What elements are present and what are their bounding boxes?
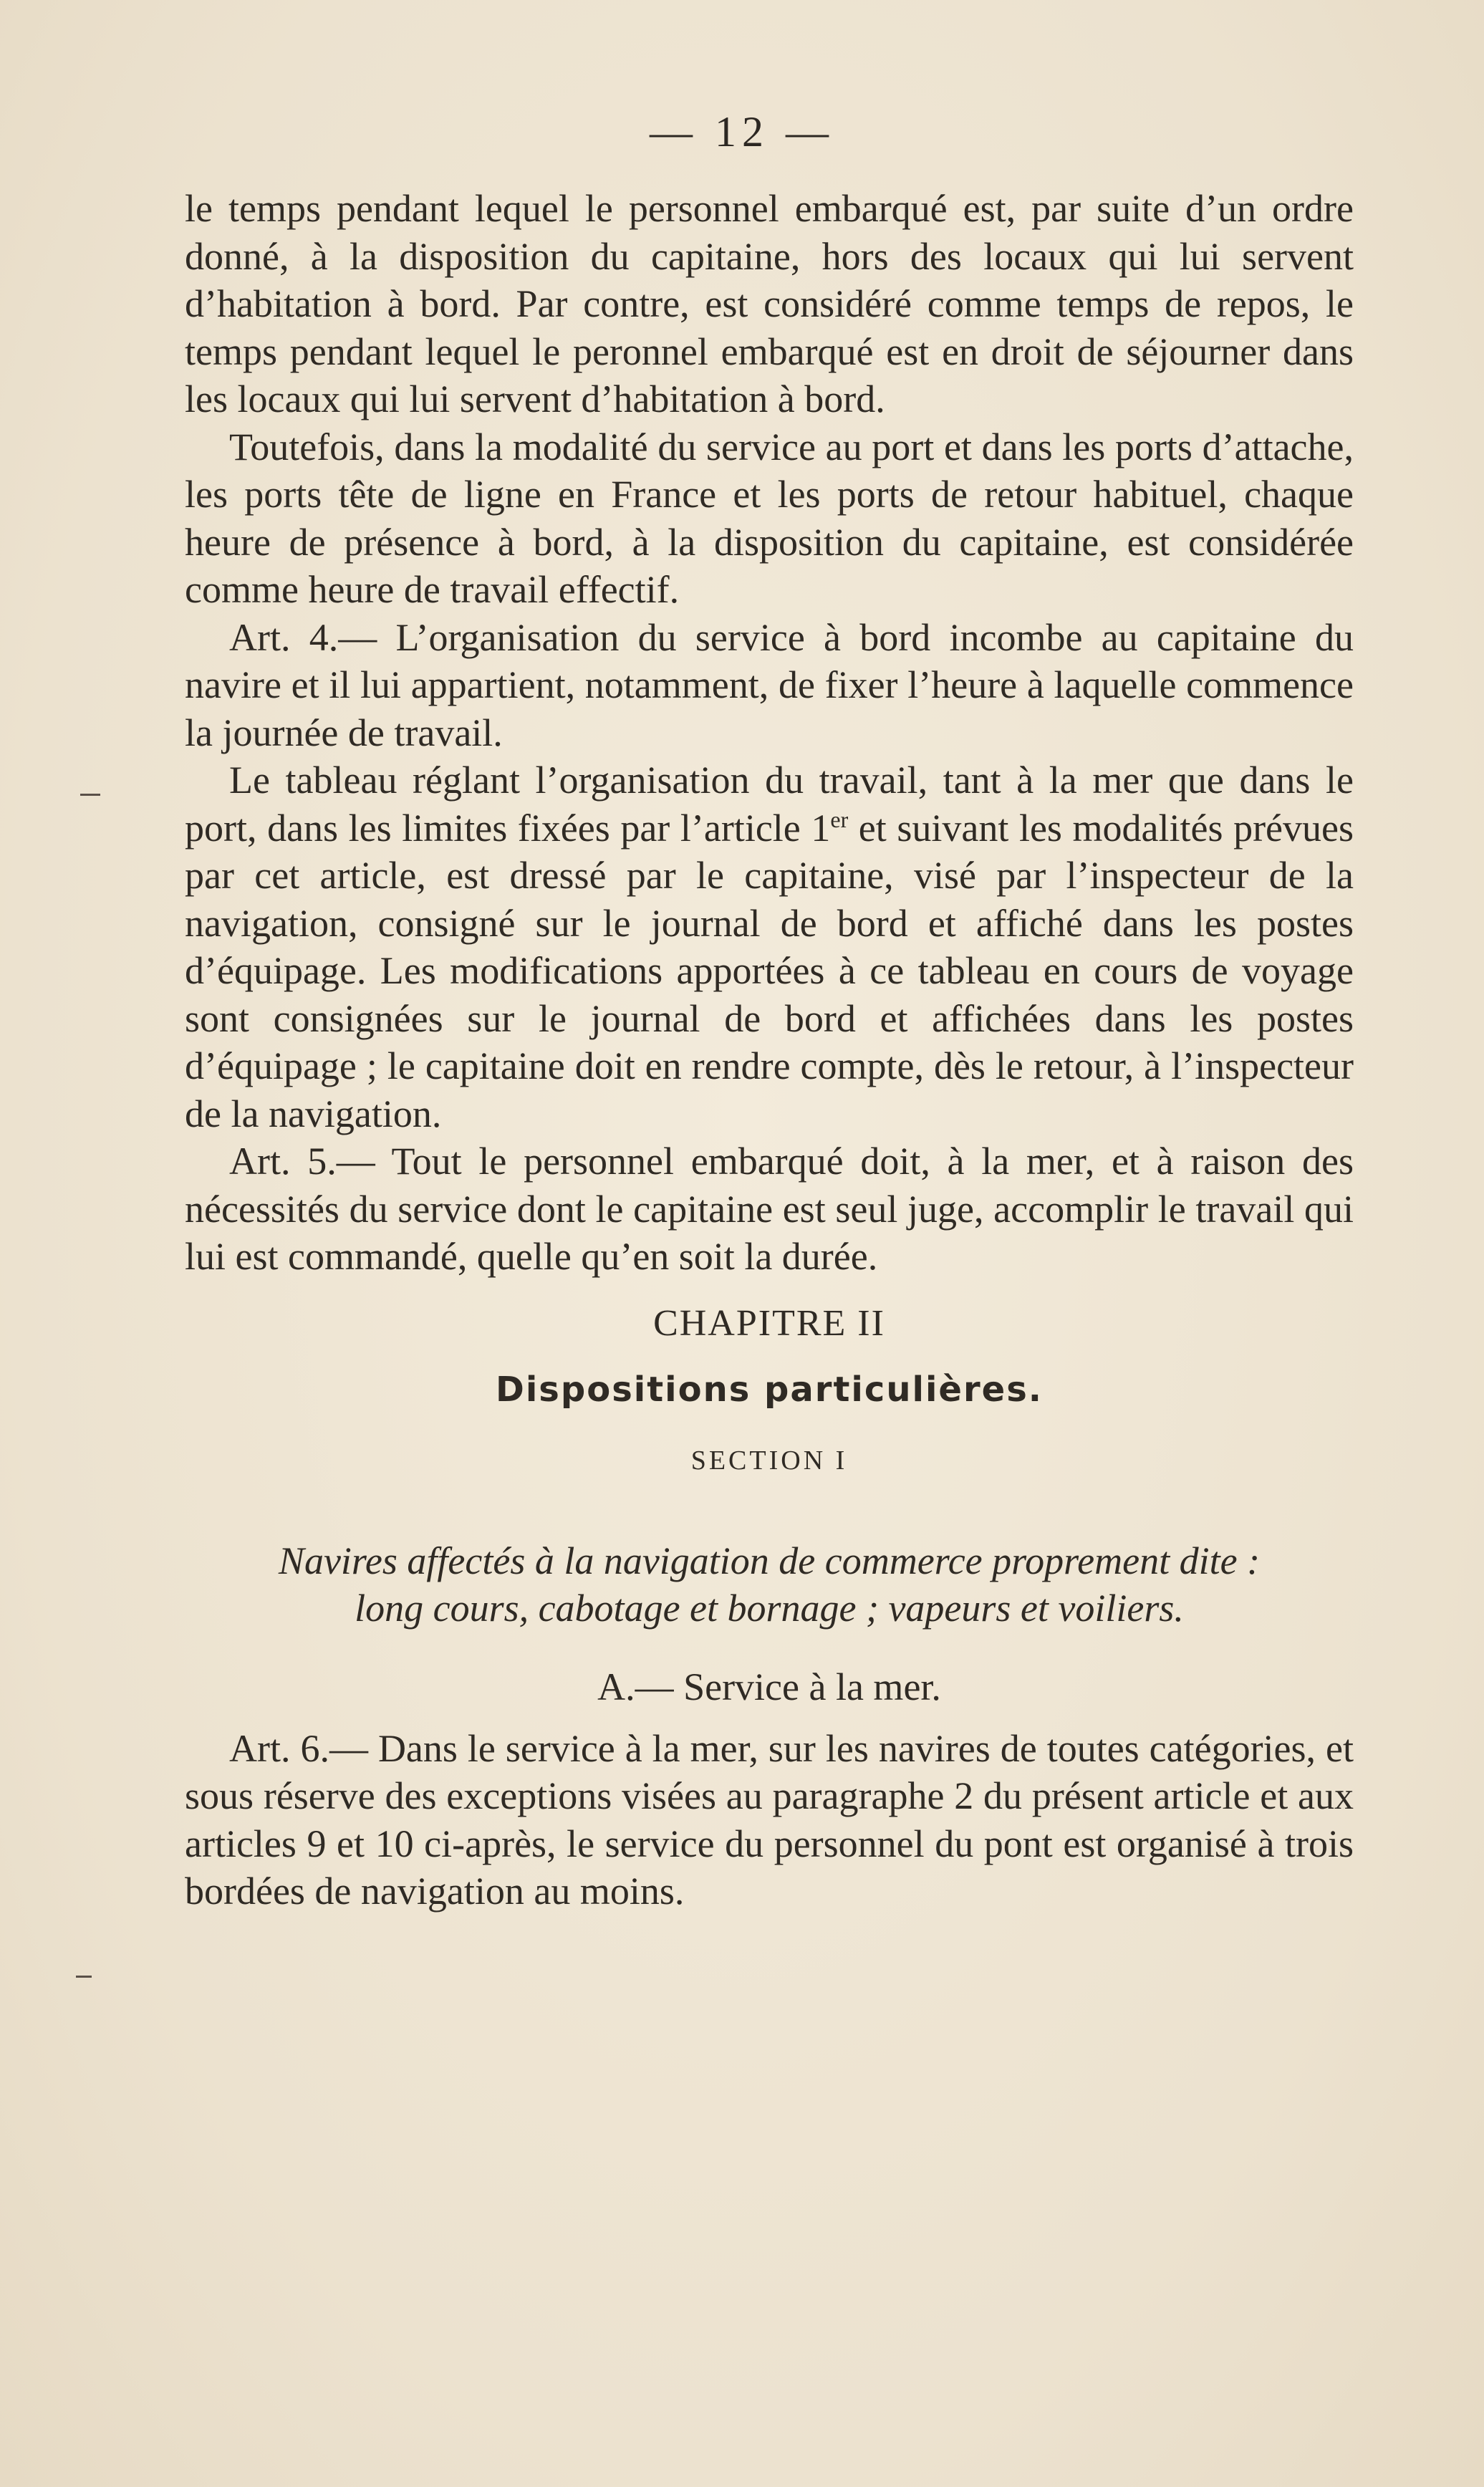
chapter-subtitle: Dispositions particulières.	[496, 1369, 1043, 1410]
superscript-er: er	[830, 806, 849, 832]
paragraph-tableau	[185, 756, 1354, 1137]
paragraph-tableau-part2: et suivant les modalités prévues par cet article, est dressé par le capitaine, visé par l’inspecteur de la navigation, consigné sur le journal de bord et affiché dans les postes d’équipage. Les modifications apportées à ce tableau en cours de voyage sont consignées sur le journal de bord et affichées dans les postes d’équipage ; le capitaine doit en rendre compte, dès le retour, à l’inspecteur de la navigation.	[185, 806, 1354, 1135]
subsection-heading: A.— Service à la mer.	[597, 1665, 941, 1708]
section-title-line2: long cours, cabotage et bornage ; vapeurs et voiliers.	[355, 1586, 1184, 1630]
page-number: — 12 —	[650, 108, 834, 155]
margin-mark	[76, 1976, 92, 1978]
section-heading: SECTION I	[690, 1445, 848, 1476]
chapter-heading: CHAPITRE II	[653, 1302, 885, 1344]
paragraph-article-4: Art. 4.— L’organisation du service à bord incombe au capitaine du navire et il lui appartient, notamment, de fixer l’heure à laquelle commence la journée de travail.	[185, 615, 1354, 754]
paragraph-article-6: Art. 6.— Dans le service à la mer, sur les navires de toutes catégories, et sous réserve des exceptions visées au paragraphe 2 du présent article et aux articles 9 et 10 ci-après, le service du personnel du pont est organisé à trois bordées de navigation au moins.	[185, 1726, 1354, 1913]
paragraph-continuation: le temps pendant lequel le personnel embarqué est, par suite d’un ordre donné, à la disposition du capitaine, hors des locaux qui lui servent d’habitation à bord. Par contre, est considéré comme temps de repos, le temps pendant lequel le peronnel embarqué est en droit de séjourner dans les locaux qui lui servent d’habitation à bord.	[185, 187, 1354, 420]
section-title-line1: Navires affectés à la navigation de commerce proprement dite :	[278, 1539, 1261, 1582]
section-title	[185, 1537, 1354, 1632]
paragraph-article-5: Art. 5.— Tout le personnel embarqué doit, à la mer, et à raison des nécessités du service dont le capitaine est seul juge, accomplir le travail qui lui est commandé, quelle qu’en soit la durée.	[185, 1140, 1354, 1278]
margin-mark	[80, 794, 100, 796]
body-text	[185, 185, 1354, 1915]
paragraph-tableau-part1: Le tableau réglant l’organisation du travail, tant à la mer que dans le port, dans les limites fixées par l’article 1	[185, 759, 1354, 850]
paragraph-toutefois: Toutefois, dans la modalité du service au port et dans les ports d’attache, les ports tête de ligne en France et les ports de retour habituel, chaque heure de présence à bord, à la disposition du capitaine, est considérée comme heure de travail effectif.	[185, 425, 1354, 611]
